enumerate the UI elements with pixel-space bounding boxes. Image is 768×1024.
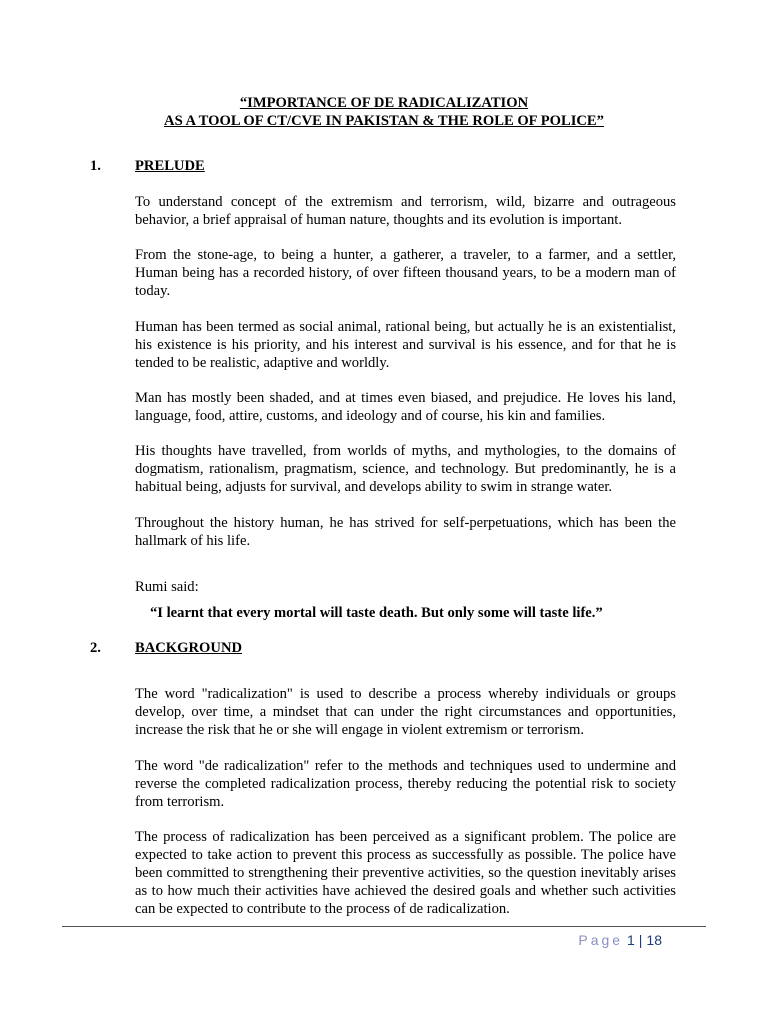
section-number: 2. <box>90 640 101 656</box>
paragraph: The word "de radicalization" refer to the methods and techniques used to undermine and reverse the completed radicalization process, thereby reducing the potential risk to society from terrorism. <box>135 758 676 810</box>
quote-intro: Rumi said: <box>135 579 199 595</box>
paragraph: From the stone-age, to being a hunter, a gatherer, a traveler, to a farmer, and a settler, Human being has a recorded history, of over fifteen thousand years, to be a modern man of today. <box>135 247 676 299</box>
section-number: 1. <box>90 158 101 174</box>
paragraph: Man has mostly been shaded, and at times even biased, and prejudice. He loves his land, language, food, attire, customs, and ideology and of course, his kin and families. <box>135 390 676 424</box>
document-title-line-2: AS A TOOL OF CT/CVE IN PAKISTAN & THE ROLE OF POLICE” <box>164 113 604 129</box>
paragraph: His thoughts have travelled, from worlds of myths, and mythologies, to the domains of dogmatism, rationalism, pragmatism, science, and technology. But predominantly, he is a habitual being, adjusts for survival, and develops ability to swim in strange water. <box>135 443 676 495</box>
page-footer <box>578 931 662 949</box>
page-separator: | <box>638 932 643 948</box>
paragraph: Human has been termed as social animal, rational being, but actually he is an existentialist, his existence is his priority, and his interest and survival is his essence, and for that he is tended to be realistic, adaptive and worldly. <box>135 319 676 371</box>
page-current: 1 <box>626 932 635 948</box>
document-title-line-1: “IMPORTANCE OF DE RADICALIZATION <box>239 95 529 111</box>
quote: “I learnt that every mortal will taste death. But only some will taste life.” <box>150 605 603 621</box>
paragraph: To understand concept of the extremism and terrorism, wild, bizarre and outrageous behavior, a brief appraisal of human nature, thoughts and its evolution is important. <box>135 194 676 228</box>
footer-rule <box>62 926 706 927</box>
section-heading: PRELUDE <box>135 158 205 174</box>
paragraph: Throughout the history human, he has strived for self-perpetuations, which has been the hallmark of his life. <box>135 515 676 549</box>
page-total: 18 <box>646 932 662 948</box>
page-label: Page <box>578 932 624 948</box>
section-heading: BACKGROUND <box>135 640 243 656</box>
paragraph: The word "radicalization" is used to describe a process whereby individuals or groups develop, over time, a mindset that can under the right circumstances and opportunities, increase the risk that he or she will engage in violent extremism or terrorism. <box>135 686 676 738</box>
paragraph: The process of radicalization has been perceived as a significant problem. The police are expected to take action to prevent this process as successfully as possible. The police have been committed to strengthening their preventive activities, so the question inevitably arises as to how much their activities have achieved the desired goals and whether such activities can be expected to contribute to the process of de radicalization. <box>135 829 676 917</box>
